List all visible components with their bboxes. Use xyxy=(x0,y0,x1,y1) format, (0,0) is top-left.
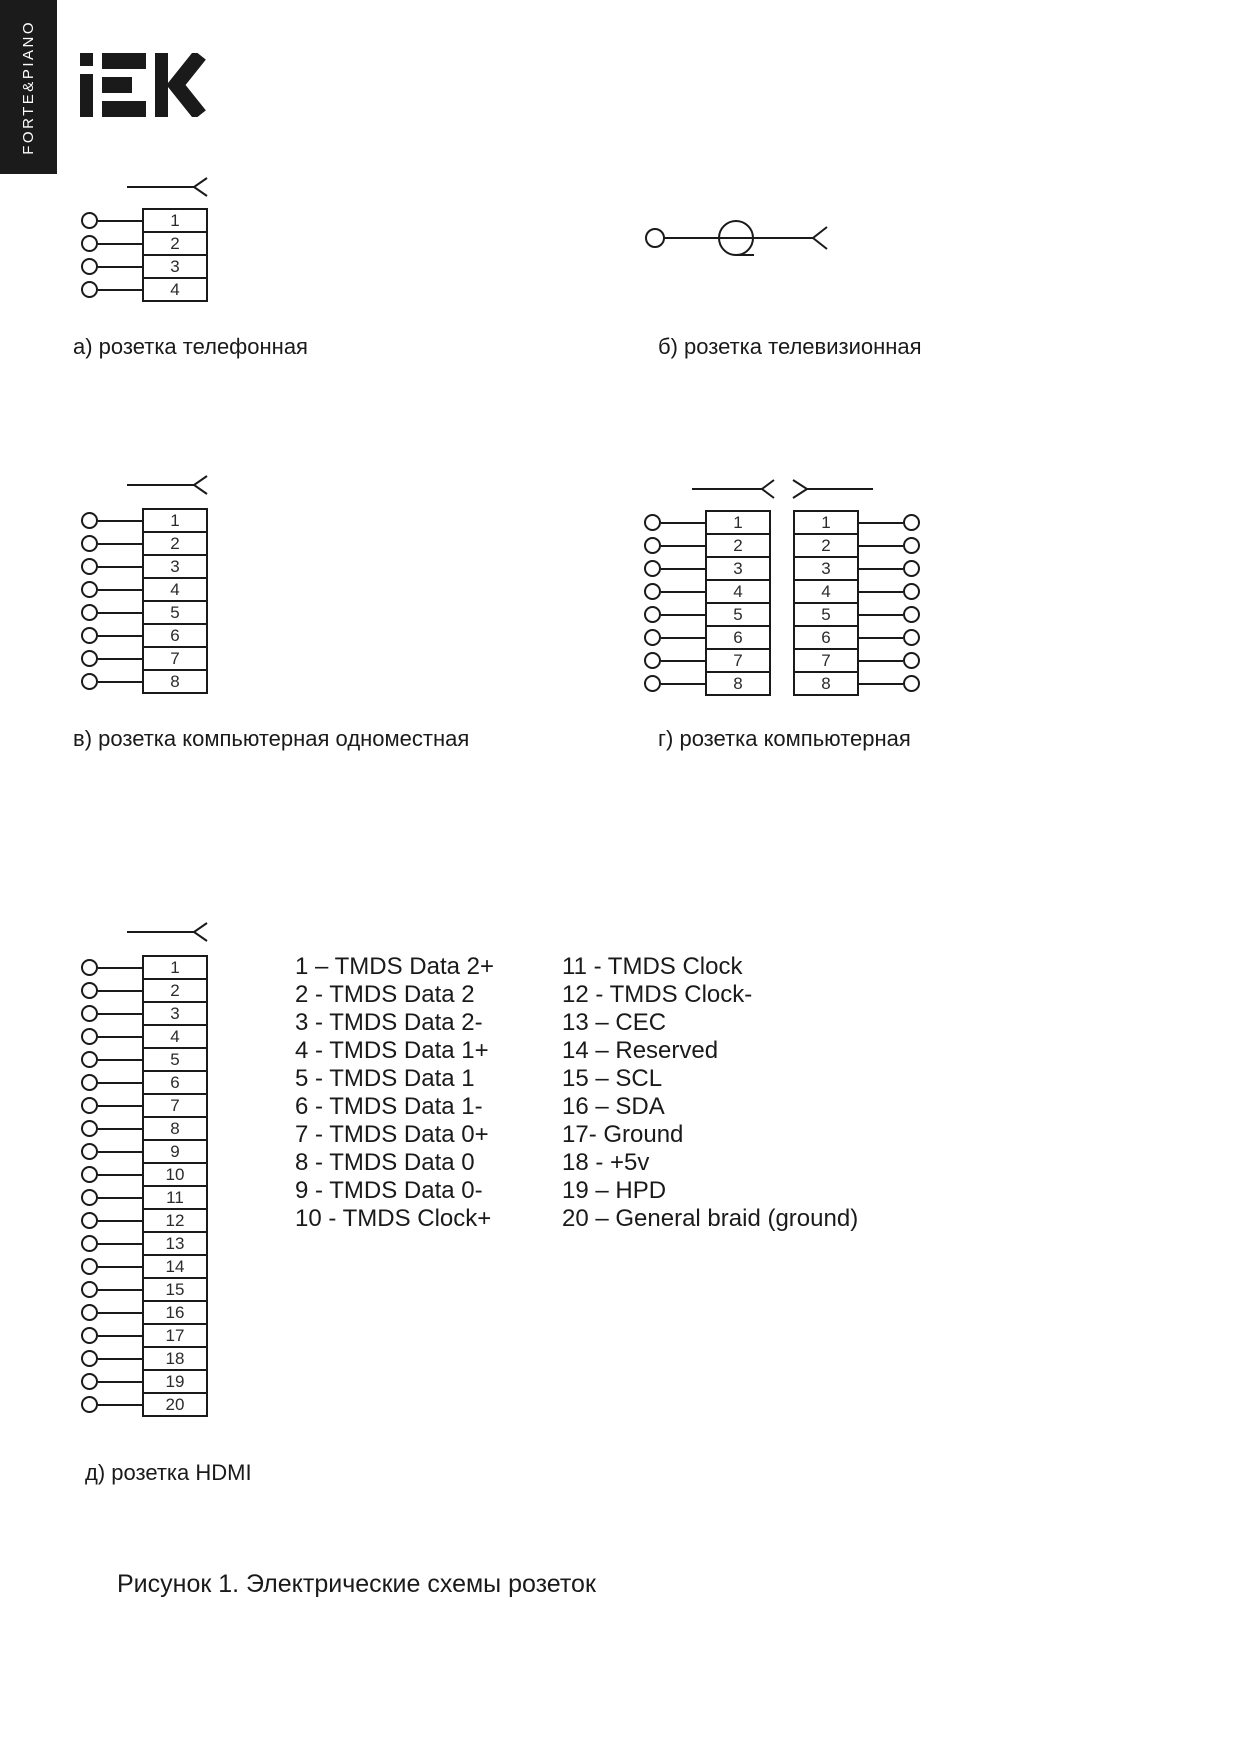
pin-row xyxy=(81,978,208,1003)
lead-line xyxy=(661,568,705,570)
lead-line xyxy=(661,614,705,616)
terminal-circle-icon xyxy=(903,675,920,692)
pin-row xyxy=(81,577,208,602)
terminal-circle-icon xyxy=(81,1258,98,1275)
lead-line xyxy=(98,1289,142,1291)
pin-row xyxy=(81,1116,208,1141)
terminal-circle-icon xyxy=(903,606,920,623)
pin-row xyxy=(81,254,208,279)
lead-line xyxy=(98,520,142,522)
terminal-circle-icon xyxy=(81,512,98,529)
pin-description: 16 – SDA xyxy=(562,1093,665,1120)
pin-description: 14 – Reserved xyxy=(562,1037,719,1064)
pin-row xyxy=(81,1001,208,1026)
lead-line xyxy=(98,1082,142,1084)
terminal-circle-icon xyxy=(81,627,98,644)
pin-row xyxy=(644,579,771,604)
terminal-circle-icon xyxy=(81,650,98,667)
terminal-circle-icon xyxy=(81,1396,98,1413)
lead-line xyxy=(661,522,705,524)
terminal-circle-icon xyxy=(81,1281,98,1298)
pin-row xyxy=(793,648,920,673)
pin-row xyxy=(81,1277,208,1302)
pin-row xyxy=(81,669,208,694)
pin-description: 7 - TMDS Data 0+ xyxy=(295,1121,489,1148)
pin-cell: 4 xyxy=(705,579,771,604)
tv-socket-diagram xyxy=(645,216,831,261)
pin-cell: 8 xyxy=(142,669,208,694)
pin-description: 10 - TMDS Clock+ xyxy=(295,1205,492,1232)
pin-cell: 3 xyxy=(142,254,208,279)
pin-description: 8 - TMDS Data 0 xyxy=(295,1149,475,1176)
pin-cell: 2 xyxy=(142,978,208,1003)
terminal-circle-icon xyxy=(81,535,98,552)
computer-socket-right-diagram xyxy=(793,510,920,696)
pin-cell: 3 xyxy=(142,1001,208,1026)
terminal-circle-icon xyxy=(644,606,661,623)
terminal-circle-icon xyxy=(81,281,98,298)
pin-cell: 12 xyxy=(142,1208,208,1233)
brand-name: FORTE&PIANO xyxy=(20,19,37,155)
figure-g-label: г) розетка компьютерная xyxy=(658,726,911,751)
pin-description: 4 - TMDS Data 1+ xyxy=(295,1037,489,1064)
pin-cell: 7 xyxy=(142,646,208,671)
pin-row xyxy=(81,1093,208,1118)
pin-cell: 15 xyxy=(142,1277,208,1302)
pin-cell: 5 xyxy=(142,600,208,625)
pin-cell: 7 xyxy=(793,648,859,673)
terminal-circle-icon xyxy=(81,235,98,252)
terminal-circle-icon xyxy=(903,629,920,646)
pin-cell: 18 xyxy=(142,1346,208,1371)
lead-line xyxy=(98,1013,142,1015)
pin-description: 19 – HPD xyxy=(562,1177,667,1204)
pin-description: 15 – SCL xyxy=(562,1065,663,1092)
pin-description: 12 - TMDS Clock- xyxy=(562,981,753,1008)
connection-arrow-icon xyxy=(791,478,875,500)
lead-line xyxy=(98,1312,142,1314)
hdmi-pin-descriptions-col2 xyxy=(562,953,858,1233)
pin-row xyxy=(81,600,208,625)
lead-line xyxy=(98,1105,142,1107)
pin-cell: 4 xyxy=(142,277,208,302)
terminal-circle-icon xyxy=(81,1051,98,1068)
pin-row xyxy=(644,533,771,558)
lead-line xyxy=(859,614,903,616)
pin-cell: 1 xyxy=(142,955,208,980)
pin-row xyxy=(81,1323,208,1348)
pin-row xyxy=(81,1185,208,1210)
terminal-circle-icon xyxy=(644,583,661,600)
pin-row xyxy=(81,1047,208,1072)
pin-row xyxy=(81,1254,208,1279)
pin-row xyxy=(793,556,920,581)
terminal-circle-icon xyxy=(644,652,661,669)
terminal-circle-icon xyxy=(81,982,98,999)
pin-row xyxy=(81,1231,208,1256)
lead-line xyxy=(98,566,142,568)
lead-line xyxy=(661,660,705,662)
connection-arrow-icon xyxy=(127,176,211,198)
terminal-circle-icon xyxy=(81,1143,98,1160)
pin-row xyxy=(81,955,208,980)
terminal-circle-icon xyxy=(903,537,920,554)
lead-line xyxy=(859,683,903,685)
pin-row xyxy=(81,1162,208,1187)
pin-cell: 6 xyxy=(142,1070,208,1095)
terminal-circle-icon xyxy=(81,1350,98,1367)
pin-cell: 3 xyxy=(142,554,208,579)
pin-cell: 19 xyxy=(142,1369,208,1394)
lead-line xyxy=(98,543,142,545)
pin-description: 2 - TMDS Data 2 xyxy=(295,981,475,1008)
terminal-circle-icon xyxy=(81,1166,98,1183)
pin-row xyxy=(81,554,208,579)
pin-row xyxy=(81,531,208,556)
terminal-circle-icon xyxy=(903,514,920,531)
lead-line xyxy=(98,289,142,291)
terminal-circle-icon xyxy=(81,1074,98,1091)
lead-line xyxy=(98,1036,142,1038)
telephone-socket-diagram xyxy=(81,208,208,302)
brand-tab xyxy=(0,0,57,174)
terminal-circle-icon xyxy=(81,581,98,598)
terminal-circle-icon xyxy=(81,258,98,275)
lead-line xyxy=(98,681,142,683)
pin-row xyxy=(81,508,208,533)
lead-line xyxy=(859,545,903,547)
hdmi-pin-descriptions-col1 xyxy=(295,953,494,1233)
terminal-circle-icon xyxy=(644,629,661,646)
pin-cell: 2 xyxy=(793,533,859,558)
terminal-circle-icon xyxy=(644,514,661,531)
lead-line xyxy=(98,1335,142,1337)
lead-line xyxy=(98,589,142,591)
lead-line xyxy=(98,967,142,969)
figure-d-label: д) розетка HDMI xyxy=(85,1460,252,1485)
lead-line xyxy=(98,220,142,222)
pin-description: 13 – CEC xyxy=(562,1009,667,1036)
lead-line xyxy=(98,990,142,992)
terminal-circle-icon xyxy=(81,1189,98,1206)
pin-row xyxy=(81,231,208,256)
terminal-circle-icon xyxy=(81,1212,98,1229)
pin-cell: 4 xyxy=(142,577,208,602)
pin-cell: 6 xyxy=(142,623,208,648)
pin-cell: 4 xyxy=(793,579,859,604)
pin-cell: 8 xyxy=(793,671,859,696)
terminal-circle-icon xyxy=(81,1304,98,1321)
pin-cell: 5 xyxy=(142,1047,208,1072)
terminal-circle-icon xyxy=(81,1327,98,1344)
terminal-circle-icon xyxy=(903,560,920,577)
pin-row xyxy=(81,646,208,671)
pin-row xyxy=(793,671,920,696)
pin-row xyxy=(81,1024,208,1049)
lead-line xyxy=(859,591,903,593)
figure-a-label: а) розетка телефонная xyxy=(73,334,308,359)
figure-caption: Рисунок 1. Электрические схемы розеток xyxy=(117,1570,596,1598)
pin-row xyxy=(644,510,771,535)
lead-line xyxy=(661,545,705,547)
lead-line xyxy=(98,1174,142,1176)
lead-line xyxy=(98,612,142,614)
lead-line xyxy=(98,1197,142,1199)
pin-cell: 10 xyxy=(142,1162,208,1187)
pin-row xyxy=(81,623,208,648)
lead-line xyxy=(98,1220,142,1222)
pin-cell: 11 xyxy=(142,1185,208,1210)
lead-line xyxy=(661,683,705,685)
pin-row xyxy=(793,625,920,650)
pin-row xyxy=(793,602,920,627)
pin-cell: 8 xyxy=(705,671,771,696)
lead-line xyxy=(98,635,142,637)
pin-cell: 14 xyxy=(142,1254,208,1279)
pin-cell: 1 xyxy=(793,510,859,535)
figure-v-label: в) розетка компьютерная одноместная xyxy=(73,726,470,751)
terminal-circle-icon xyxy=(81,558,98,575)
terminal-circle-icon xyxy=(81,1005,98,1022)
pin-cell: 6 xyxy=(705,625,771,650)
computer-socket-left-diagram xyxy=(644,510,771,696)
figure-b-label: б) розетка телевизионная xyxy=(658,334,922,359)
hdmi-socket-diagram xyxy=(81,955,208,1417)
lead-line xyxy=(98,1151,142,1153)
terminal-circle-icon xyxy=(903,652,920,669)
pin-description: 18 - +5v xyxy=(562,1149,650,1176)
pin-row xyxy=(644,648,771,673)
terminal-circle-icon xyxy=(81,604,98,621)
pin-row xyxy=(81,277,208,302)
connection-arrow-icon xyxy=(127,474,211,496)
terminal-circle-icon xyxy=(644,675,661,692)
pin-cell: 5 xyxy=(705,602,771,627)
pin-row xyxy=(793,533,920,558)
pin-cell: 1 xyxy=(142,208,208,233)
terminal-circle-icon xyxy=(81,212,98,229)
pin-cell: 13 xyxy=(142,1231,208,1256)
pin-cell: 7 xyxy=(705,648,771,673)
computer-socket-single-diagram xyxy=(81,508,208,694)
terminal-circle-icon xyxy=(81,673,98,690)
pin-row xyxy=(81,1070,208,1095)
pin-cell: 2 xyxy=(142,231,208,256)
pin-description: 3 - TMDS Data 2- xyxy=(295,1009,483,1036)
pin-cell: 8 xyxy=(142,1116,208,1141)
lead-line xyxy=(859,568,903,570)
pin-cell: 9 xyxy=(142,1139,208,1164)
lead-line xyxy=(98,1381,142,1383)
pin-cell: 20 xyxy=(142,1392,208,1417)
pin-cell: 3 xyxy=(793,556,859,581)
pin-description: 20 – General braid (ground) xyxy=(562,1205,859,1232)
pin-description: 1 – TMDS Data 2+ xyxy=(295,953,494,980)
iek-logo xyxy=(80,53,206,117)
lead-line xyxy=(661,637,705,639)
pin-description: 17- Ground xyxy=(562,1121,684,1148)
pin-cell: 2 xyxy=(142,531,208,556)
pin-cell: 17 xyxy=(142,1323,208,1348)
terminal-circle-icon xyxy=(81,1235,98,1252)
lead-line xyxy=(859,637,903,639)
pin-cell: 6 xyxy=(793,625,859,650)
lead-line xyxy=(98,1243,142,1245)
pin-row xyxy=(644,671,771,696)
terminal-circle-icon xyxy=(644,560,661,577)
pin-row xyxy=(644,602,771,627)
lead-line xyxy=(98,1059,142,1061)
pin-row xyxy=(644,556,771,581)
pin-cell: 1 xyxy=(705,510,771,535)
pin-cell: 5 xyxy=(793,602,859,627)
lead-line xyxy=(98,266,142,268)
pin-row xyxy=(644,625,771,650)
pin-row xyxy=(81,1300,208,1325)
terminal-circle-icon xyxy=(644,537,661,554)
terminal-circle-icon xyxy=(903,583,920,600)
lead-line xyxy=(859,522,903,524)
pin-description: 5 - TMDS Data 1 xyxy=(295,1065,475,1092)
terminal-circle-icon xyxy=(81,959,98,976)
pin-cell: 16 xyxy=(142,1300,208,1325)
lead-line xyxy=(661,591,705,593)
pin-row xyxy=(81,1392,208,1417)
connection-arrow-icon xyxy=(692,478,776,500)
pin-cell: 2 xyxy=(705,533,771,558)
terminal-circle-icon xyxy=(81,1120,98,1137)
pin-description: 9 - TMDS Data 0- xyxy=(295,1177,483,1204)
pin-row xyxy=(793,579,920,604)
pin-cell: 1 xyxy=(142,508,208,533)
pin-description: 11 - TMDS Clock xyxy=(562,953,743,980)
pin-cell: 4 xyxy=(142,1024,208,1049)
terminal-circle-icon xyxy=(81,1373,98,1390)
pin-row xyxy=(81,1139,208,1164)
pin-row xyxy=(81,208,208,233)
pin-row xyxy=(81,1369,208,1394)
lead-line xyxy=(98,1404,142,1406)
terminal-circle-icon xyxy=(81,1097,98,1114)
pin-cell: 7 xyxy=(142,1093,208,1118)
lead-line xyxy=(859,660,903,662)
lead-line xyxy=(98,658,142,660)
terminal-circle-icon xyxy=(81,1028,98,1045)
lead-line xyxy=(98,1128,142,1130)
pin-cell: 3 xyxy=(705,556,771,581)
lead-line xyxy=(98,1266,142,1268)
pin-description: 6 - TMDS Data 1- xyxy=(295,1093,483,1120)
pin-row xyxy=(81,1346,208,1371)
lead-line xyxy=(98,1358,142,1360)
connection-arrow-icon xyxy=(127,921,211,943)
lead-line xyxy=(98,243,142,245)
pin-row xyxy=(793,510,920,535)
pin-row xyxy=(81,1208,208,1233)
